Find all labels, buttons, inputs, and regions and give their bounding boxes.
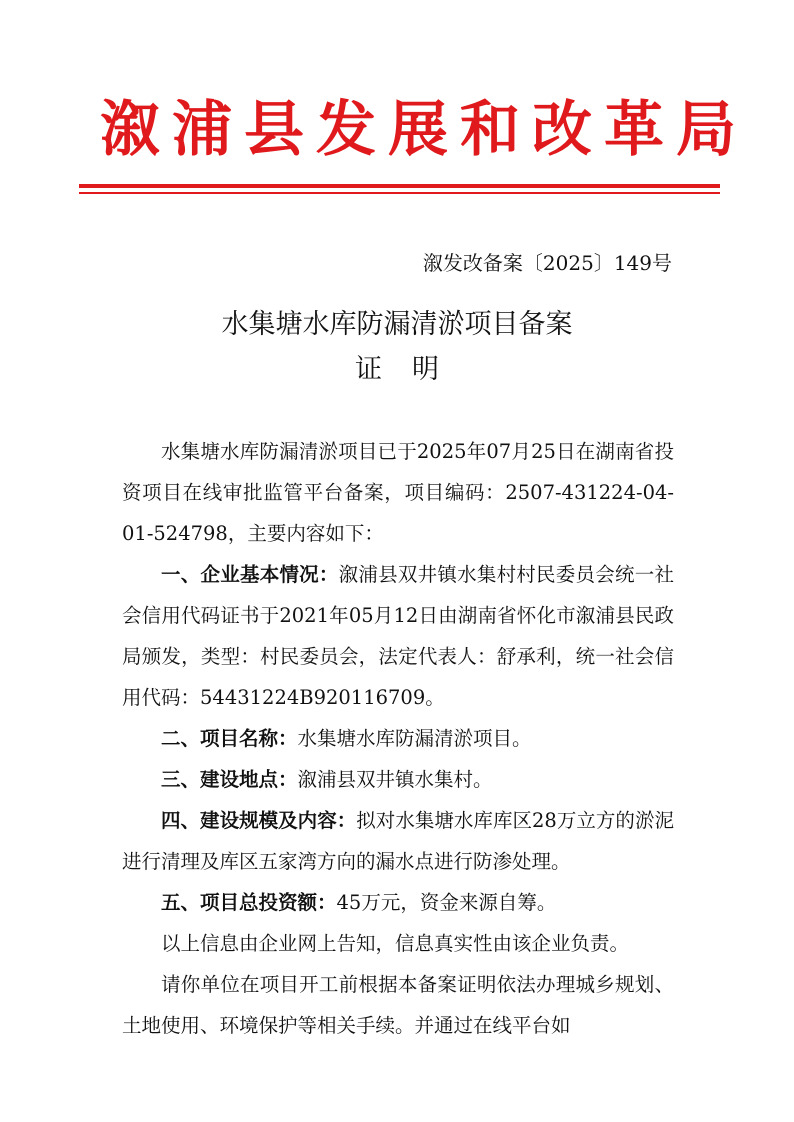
section-text: 溆浦县双井镇水集村。 [297, 768, 493, 791]
document-title: 水集塘水库防漏清淤项目备案 [221, 309, 573, 340]
section-text: 水集塘水库防漏清淤项目。 [297, 727, 532, 750]
org-header: 溆浦县发展和改革局 [100, 95, 748, 165]
section-investment [122, 882, 674, 923]
section-label: 一、企业基本情况： [161, 563, 339, 586]
header-divider-thick [79, 184, 720, 188]
section-label: 四、建设规模及内容： [161, 809, 357, 832]
intro-paragraph: 水集塘水库防漏清淤项目已于2025年07月25日在湖南省投资项目在线审批监管平台备案，项目编码：2507-431224-04-01-524798，主要内容如下： [122, 440, 674, 545]
section-label: 二、项目名称： [161, 727, 298, 750]
instruction-paragraph: 请你单位在项目开工前根据本备案证明依法办理城乡规划、土地使用、环境保护等相关手续。并通过在线平台如 [122, 973, 674, 1037]
section-text: 45万元，资金来源自筹。 [336, 891, 557, 914]
document-body [122, 431, 674, 1046]
section-label: 三、建设地点： [161, 768, 298, 791]
section-scale [122, 800, 674, 882]
section-text: 溆浦县双井镇水集村村民委员会统一社会信用代码证书于2021年05月12日由湖南省怀化市溆浦县民政局颁发，类型：村民委员会，法定代表人：舒承利，统一社会信用代码：54431224B920116709。 [122, 563, 674, 709]
section-project-name [122, 718, 674, 759]
notice-paragraph: 以上信息由企业网上告知，信息真实性由该企业负责。 [161, 932, 630, 955]
header-divider-thin [79, 192, 720, 194]
section-location [122, 759, 674, 800]
section-text: 拟对水集塘水库库区28万立方的淤泥进行清理及库区五家湾方向的漏水点进行防渗处理。 [122, 809, 674, 873]
document-subtitle: 证明 [355, 354, 469, 385]
document-number: 溆发改备案〔2025〕149号 [422, 251, 672, 275]
section-enterprise-info [122, 554, 674, 718]
section-label: 五、项目总投资额： [161, 891, 337, 914]
